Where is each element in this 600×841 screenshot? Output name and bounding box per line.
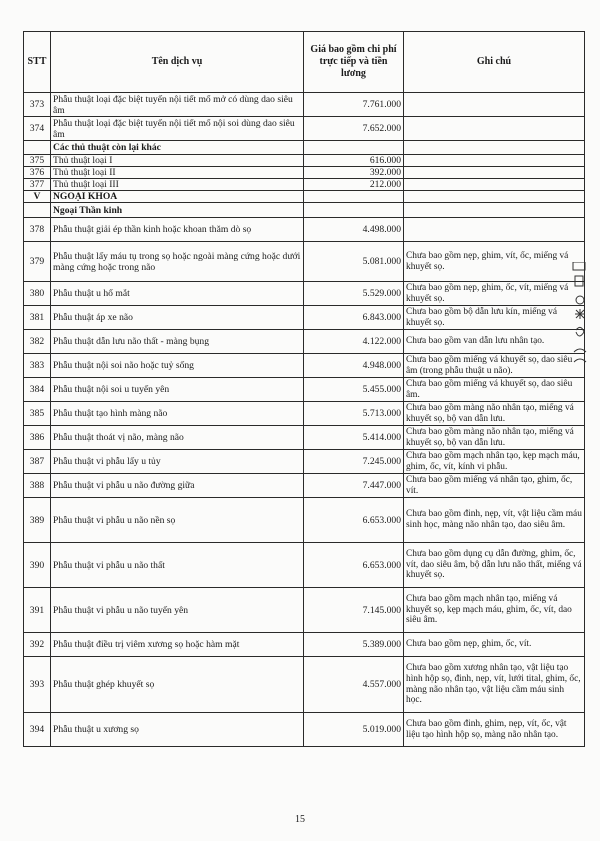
row-price: 5.389.000 — [304, 633, 404, 657]
row-note: Chưa bao gồm dụng cụ dẫn đường, ghim, ốc, vít, dao siêu âm, bộ dẫn lưu não thất, miếng vá khuyết sọ. — [404, 543, 585, 588]
row-service-name: Phẫu thuật u xương sọ — [51, 713, 304, 747]
table-row — [24, 498, 585, 543]
subsection-row — [24, 141, 585, 155]
row-service-name: NGOẠI KHOA — [51, 191, 304, 203]
row-note — [404, 117, 585, 141]
page-number: 15 — [295, 814, 305, 825]
row-note — [404, 141, 585, 155]
row-stt: 381 — [24, 306, 51, 330]
row-note: Chưa bao gồm xương nhân tạo, vật liệu tạo hình hộp sọ, đinh, nẹp, vít, lưới tital, ghim, ốc, màng não nhân tạo, vật liệu cầm máu sinh học. — [404, 657, 585, 713]
row-stt: 383 — [24, 354, 51, 378]
row-note — [404, 155, 585, 167]
row-service-name: Phẫu thuật loại đặc biệt tuyến nội tiết mổ mở có dùng dao siêu âm — [51, 93, 304, 117]
row-service-name: Phẫu thuật vi phẫu u não tuyến yên — [51, 588, 304, 633]
row-price: 5.414.000 — [304, 426, 404, 450]
header-stt: STT — [24, 32, 51, 93]
row-service-name: Phẫu thuật vi phẫu lấy u tủy — [51, 450, 304, 474]
row-note — [404, 167, 585, 179]
row-stt: 392 — [24, 633, 51, 657]
row-stt: 387 — [24, 450, 51, 474]
table-row — [24, 354, 585, 378]
table-row — [24, 426, 585, 450]
table-row — [24, 633, 585, 657]
row-stt — [24, 141, 51, 155]
row-service-name: Phẫu thuật vi phẫu u não nền sọ — [51, 498, 304, 543]
row-stt: 379 — [24, 242, 51, 282]
table-row — [24, 155, 585, 167]
row-note: Chưa bao gồm màng não nhân tạo, miếng vá khuyết sọ, bộ van dẫn lưu. — [404, 426, 585, 450]
margin-stamp-icon — [572, 262, 588, 377]
row-stt: 386 — [24, 426, 51, 450]
row-service-name: Phẫu thuật vi phẫu u não đường giữa — [51, 474, 304, 498]
row-service-name: Phẫu thuật nội soi não hoặc tuỷ sống — [51, 354, 304, 378]
table-row — [24, 218, 585, 242]
row-note — [404, 93, 585, 117]
row-stt: 382 — [24, 330, 51, 354]
table-row — [24, 242, 585, 282]
table-row — [24, 657, 585, 713]
price-table — [23, 31, 585, 747]
table-header-row — [24, 32, 585, 93]
row-price: 4.122.000 — [304, 330, 404, 354]
row-price: 6.653.000 — [304, 543, 404, 588]
row-price: 7.761.000 — [304, 93, 404, 117]
table-row — [24, 450, 585, 474]
row-service-name: Phẫu thuật u hố mắt — [51, 282, 304, 306]
header-price: Giá bao gồm chi phí trực tiếp và tiền lương — [304, 32, 404, 93]
row-note: Chưa bao gồm bộ dẫn lưu kín, miếng vá khuyết sọ. — [404, 306, 585, 330]
row-stt: 394 — [24, 713, 51, 747]
table-row — [24, 378, 585, 402]
row-service-name: Thủ thuật loại II — [51, 167, 304, 179]
row-stt: 388 — [24, 474, 51, 498]
table-row — [24, 543, 585, 588]
row-price: 5.081.000 — [304, 242, 404, 282]
table-row — [24, 474, 585, 498]
row-note: Chưa bao gồm nẹp, ghim, ốc, vít, miếng vá khuyết sọ. — [404, 282, 585, 306]
row-note — [404, 203, 585, 218]
row-stt — [24, 203, 51, 218]
row-price: 5.455.000 — [304, 378, 404, 402]
table-row — [24, 330, 585, 354]
row-note — [404, 179, 585, 191]
table-row — [24, 282, 585, 306]
row-note: Chưa bao gồm nẹp, ghim, ốc, vít. — [404, 633, 585, 657]
row-service-name: Ngoại Thần kinh — [51, 203, 304, 218]
row-service-name: Phẫu thuật lấy máu tụ trong sọ hoặc ngoài màng cứng hoặc dưới màng cứng hoặc trong não — [51, 242, 304, 282]
row-service-name: Các thủ thuật còn lại khác — [51, 141, 304, 155]
row-service-name: Phẫu thuật vi phẫu u não thất — [51, 543, 304, 588]
row-stt: 385 — [24, 402, 51, 426]
subsection-row — [24, 203, 585, 218]
row-note: Chưa bao gồm miếng vá nhân tạo, ghim, ốc, vít. — [404, 474, 585, 498]
row-note — [404, 191, 585, 203]
row-note: Chưa bao gồm nẹp, ghim, vít, ốc, miếng vá khuyết sọ. — [404, 242, 585, 282]
row-note: Chưa bao gồm đinh, nẹp, vít, vật liệu cầm máu sinh học, màng não nhân tạo, dao siêu âm. — [404, 498, 585, 543]
row-service-name: Phẫu thuật dẫn lưu não thất - màng bụng — [51, 330, 304, 354]
row-price: 7.245.000 — [304, 450, 404, 474]
row-price: 5.713.000 — [304, 402, 404, 426]
row-service-name: Thủ thuật loại I — [51, 155, 304, 167]
table-body — [24, 93, 585, 747]
table-row — [24, 402, 585, 426]
row-note: Chưa bao gồm van dẫn lưu nhân tạo. — [404, 330, 585, 354]
row-price: 7.447.000 — [304, 474, 404, 498]
row-note — [404, 218, 585, 242]
row-price: 4.498.000 — [304, 218, 404, 242]
header-service: Tên dịch vụ — [51, 32, 304, 93]
row-price: 6.843.000 — [304, 306, 404, 330]
row-stt: 384 — [24, 378, 51, 402]
row-stt: 378 — [24, 218, 51, 242]
row-stt: 393 — [24, 657, 51, 713]
row-service-name: Phẫu thuật giải ép thần kinh hoặc khoan thăm dò sọ — [51, 218, 304, 242]
row-note: Chưa bao gồm màng não nhân tạo, miếng vá khuyết sọ, bộ van dẫn lưu. — [404, 402, 585, 426]
row-price: 392.000 — [304, 167, 404, 179]
row-price — [304, 141, 404, 155]
row-stt: 380 — [24, 282, 51, 306]
row-stt: 376 — [24, 167, 51, 179]
table-row — [24, 713, 585, 747]
row-note: Chưa bao gồm đinh, ghim, nẹp, vít, ốc, vật liệu tạo hình hộp sọ, màng não nhân tạo. — [404, 713, 585, 747]
row-stt: 390 — [24, 543, 51, 588]
table-row — [24, 117, 585, 141]
row-stt: 377 — [24, 179, 51, 191]
row-price: 5.019.000 — [304, 713, 404, 747]
row-stt: 373 — [24, 93, 51, 117]
row-service-name: Phẫu thuật ghép khuyết sọ — [51, 657, 304, 713]
row-note: Chưa bao gồm miếng vá khuyết sọ, dao siêu âm. — [404, 378, 585, 402]
row-price: 4.557.000 — [304, 657, 404, 713]
row-stt: 375 — [24, 155, 51, 167]
row-price — [304, 203, 404, 218]
row-service-name: Phẫu thuật tạo hình màng não — [51, 402, 304, 426]
row-price: 7.652.000 — [304, 117, 404, 141]
header-note: Ghi chú — [404, 32, 585, 93]
section-row — [24, 191, 585, 203]
row-price: 4.948.000 — [304, 354, 404, 378]
row-service-name: Phẫu thuật điều trị viêm xương sọ hoặc hàm mặt — [51, 633, 304, 657]
row-stt: 374 — [24, 117, 51, 141]
row-stt: V — [24, 191, 51, 203]
row-note: Chưa bao gồm mạch nhân tạo, miếng vá khuyết sọ, kẹp mạch máu, ghim, ốc, vít, dao siêu âm. — [404, 588, 585, 633]
row-stt: 389 — [24, 498, 51, 543]
row-price: 212.000 — [304, 179, 404, 191]
table-row — [24, 93, 585, 117]
row-service-name: Thủ thuật loại III — [51, 179, 304, 191]
row-price: 5.529.000 — [304, 282, 404, 306]
row-note: Chưa bao gồm miếng vá khuyết sọ, dao siêu âm (trong phẫu thuật u não). — [404, 354, 585, 378]
table-row — [24, 179, 585, 191]
table-row — [24, 306, 585, 330]
row-price — [304, 191, 404, 203]
table-row — [24, 588, 585, 633]
row-stt: 391 — [24, 588, 51, 633]
row-price: 616.000 — [304, 155, 404, 167]
row-service-name: Phẫu thuật áp xe não — [51, 306, 304, 330]
row-price: 7.145.000 — [304, 588, 404, 633]
row-note: Chưa bao gồm mạch nhân tạo, kẹp mạch máu, ghim, ốc, vít, kính vi phẫu. — [404, 450, 585, 474]
row-service-name: Phẫu thuật nội soi u tuyến yên — [51, 378, 304, 402]
row-service-name: Phẫu thuật loại đặc biệt tuyến nội tiết mổ nội soi dùng dao siêu âm — [51, 117, 304, 141]
table-row — [24, 167, 585, 179]
row-price: 6.653.000 — [304, 498, 404, 543]
row-service-name: Phẫu thuật thoát vị não, màng não — [51, 426, 304, 450]
